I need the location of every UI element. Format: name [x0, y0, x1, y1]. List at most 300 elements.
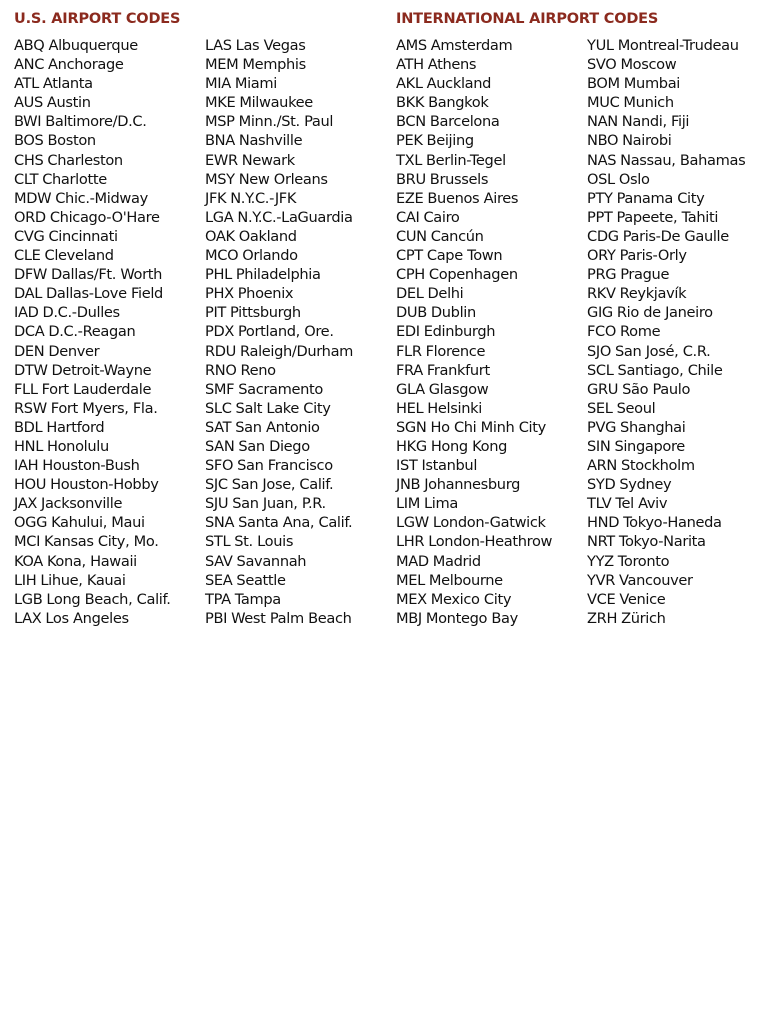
airport-code-entry	[396, 93, 552, 112]
airport-city: Tel Aviv	[615, 495, 668, 513]
airport-city: Houston-Bush	[42, 457, 140, 475]
airport-code-entry	[14, 131, 171, 150]
airport-code-entry	[205, 609, 353, 628]
airport-city: Toronto	[617, 552, 670, 570]
airport-code: FRA	[396, 361, 423, 379]
airport-city: Copenhagen	[428, 266, 518, 284]
airport-city: Miami	[234, 75, 277, 93]
airport-code-entry	[587, 475, 745, 494]
airport-code: SJU	[205, 495, 229, 513]
airport-code: ATH	[396, 56, 424, 74]
airport-city: Nairobi	[622, 132, 672, 150]
airport-city: Singapore	[614, 437, 685, 455]
airport-code-entry	[587, 494, 745, 513]
airport-code-entry	[14, 189, 171, 208]
airport-city: Milwaukee	[239, 94, 313, 112]
airport-city: Tokyo-Haneda	[623, 514, 722, 532]
airport-code-entry	[14, 112, 171, 131]
airport-code-entry	[14, 571, 171, 590]
airport-code-entry	[14, 609, 171, 628]
airport-code-entry	[396, 532, 552, 551]
airport-city: Cleveland	[44, 247, 114, 265]
airport-city: Albuquerque	[48, 37, 138, 54]
airport-code-entry	[205, 74, 353, 93]
airport-city: West Palm Beach	[231, 609, 352, 627]
airport-code-entry	[396, 513, 552, 532]
airport-city: Austin	[46, 94, 91, 112]
airport-code-entry	[587, 74, 745, 93]
airport-city: Philadelphia	[235, 266, 321, 284]
airport-city: Cairo	[423, 208, 460, 226]
airport-code-entry	[14, 93, 171, 112]
airport-code-entry	[14, 303, 171, 322]
international-codes-column-1	[396, 36, 552, 628]
airport-code: CUN	[396, 227, 427, 245]
airport-code: MUC	[587, 94, 620, 112]
airport-city: Newark	[241, 151, 295, 169]
airport-code-entry	[205, 112, 353, 131]
airport-code-entry	[205, 265, 353, 284]
airport-code-entry	[587, 303, 745, 322]
airport-city: Brussels	[429, 170, 489, 188]
airport-code: FLL	[14, 380, 38, 398]
airport-code-entry	[587, 609, 745, 628]
airport-code-entry	[205, 55, 353, 74]
airport-city: Istanbul	[421, 457, 478, 475]
airport-code: LGA	[205, 208, 234, 226]
airport-code-entry	[587, 112, 745, 131]
airport-code-entry	[14, 170, 171, 189]
airport-code-entry	[205, 513, 353, 532]
airport-code: LGW	[396, 514, 429, 532]
airport-city: Reykjavík	[619, 285, 687, 303]
airport-city: Bangkok	[428, 94, 489, 112]
airport-code: RDU	[205, 342, 237, 360]
airport-city: Amsterdam	[430, 37, 513, 54]
airport-code-entry	[396, 361, 552, 380]
airport-city: Detroit-Wayne	[51, 361, 152, 379]
airport-code: YVR	[587, 571, 615, 589]
airport-code: AUS	[14, 94, 43, 112]
airport-city: Hong Kong	[430, 437, 508, 455]
airport-code: PBI	[205, 609, 228, 627]
airport-city: London-Heathrow	[428, 533, 553, 551]
airport-code-entry	[205, 170, 353, 189]
airport-code: PPT	[587, 208, 613, 226]
airport-city: Kahului, Maui	[51, 514, 145, 532]
airport-city: Johannesburg	[424, 476, 521, 494]
airport-city: Pittsburgh	[229, 304, 301, 322]
airport-code-entry	[396, 227, 552, 246]
airport-code-entry	[14, 361, 171, 380]
airport-city: Tampa	[234, 590, 281, 608]
airport-code-entry	[205, 131, 353, 150]
airport-city: Rio de Janeiro	[616, 304, 713, 322]
airport-code: BWI	[14, 113, 42, 131]
airport-code: OGG	[14, 514, 48, 532]
airport-city: Mumbai	[623, 75, 681, 93]
airport-city: Athens	[427, 56, 477, 74]
airport-code: HNL	[14, 437, 43, 455]
airport-code-entry	[396, 246, 552, 265]
airport-city: Cancún	[430, 227, 484, 245]
airport-city: Fort Lauderdale	[41, 380, 152, 398]
airport-city: Seattle	[236, 571, 286, 589]
airport-code: AKL	[396, 75, 423, 93]
airport-city: Las Vegas	[235, 37, 306, 54]
airport-code: YYZ	[587, 552, 614, 570]
airport-code-entry	[205, 36, 353, 55]
airport-city: Raleigh/Durham	[240, 342, 354, 360]
airport-code: BKK	[396, 94, 425, 112]
airport-city: Prague	[620, 266, 670, 284]
airport-code-entry	[14, 552, 171, 571]
airport-code-entry	[396, 55, 552, 74]
airport-code-entry	[396, 36, 552, 55]
airport-code: NBO	[587, 132, 619, 150]
airport-code-entry	[587, 36, 745, 55]
airport-code-entry	[14, 513, 171, 532]
airport-code: SLC	[205, 399, 232, 417]
airport-code: EZE	[396, 189, 424, 207]
airport-code: CAI	[396, 208, 420, 226]
airport-code-entry	[587, 189, 745, 208]
airport-city: Madrid	[432, 552, 481, 570]
airport-code-entry	[14, 151, 171, 170]
airport-city: Sacramento	[238, 380, 323, 398]
airport-code-entry	[396, 399, 552, 418]
airport-city: San Jose, Calif.	[231, 476, 334, 494]
airport-code: SAN	[205, 437, 235, 455]
airport-city: Boston	[47, 132, 96, 150]
airport-code: MIA	[205, 75, 231, 93]
airport-code: SEA	[205, 571, 233, 589]
airport-code-entry	[205, 475, 353, 494]
airport-code: ARN	[587, 457, 617, 475]
airport-code-entry	[587, 456, 745, 475]
us-codes-column-1	[14, 36, 171, 628]
airport-code-entry	[396, 609, 552, 628]
airport-code: ZRH	[587, 609, 618, 627]
airport-city: Tokyo-Narita	[618, 533, 706, 551]
airport-code-entry	[587, 571, 745, 590]
airport-code-entry	[587, 532, 745, 551]
airport-code-entry	[587, 151, 745, 170]
airport-code-entry	[14, 532, 171, 551]
airport-city: Beijing	[426, 132, 474, 150]
airport-code: PHX	[205, 285, 234, 303]
airport-city: Baltimore/D.C.	[45, 113, 147, 131]
airport-code-entry	[396, 552, 552, 571]
airport-code-entry	[396, 380, 552, 399]
airport-code-entry	[396, 342, 552, 361]
airport-code-entry	[396, 322, 552, 341]
airport-code-entry	[587, 418, 745, 437]
airport-code: MDW	[14, 189, 52, 207]
airport-city: Papeete, Tahiti	[616, 208, 719, 226]
airport-code-entry	[14, 380, 171, 399]
airport-code-entry	[205, 437, 353, 456]
airport-code-entry	[396, 170, 552, 189]
airport-city: Chic.-Midway	[55, 189, 148, 207]
airport-code: NRT	[587, 533, 615, 551]
airport-code-entry	[396, 456, 552, 475]
airport-city: Santa Ana, Calif.	[238, 514, 353, 532]
airport-code-entry	[14, 284, 171, 303]
airport-code: PVG	[587, 418, 617, 436]
airport-code-entry	[14, 208, 171, 227]
airport-city: Portland, Ore.	[238, 323, 334, 341]
airport-code: MKE	[205, 94, 236, 112]
airport-code-entry	[396, 265, 552, 284]
airport-city: Frankfurt	[426, 361, 490, 379]
airport-code: SAT	[205, 418, 232, 436]
airport-city: Honolulu	[46, 437, 109, 455]
airport-city: Houston-Hobby	[50, 476, 159, 494]
airport-code: ANC	[14, 56, 45, 74]
airport-code: PDX	[205, 323, 234, 341]
international-airport-codes-heading: INTERNATIONAL AIRPORT CODES	[396, 11, 659, 27]
airport-code-entry	[396, 284, 552, 303]
airport-city: Seoul	[616, 399, 656, 417]
airport-city: Stockholm	[621, 457, 695, 475]
airport-code-entry	[205, 380, 353, 399]
airport-code-entry	[14, 342, 171, 361]
airport-code: LHR	[396, 533, 425, 551]
airport-city: Mexico City	[430, 590, 512, 608]
airport-code: EWR	[205, 151, 238, 169]
airport-code: BRU	[396, 170, 426, 188]
airport-code: SVO	[587, 56, 617, 74]
airport-code: DUB	[396, 304, 427, 322]
airport-code-entry	[205, 342, 353, 361]
airport-code-entry	[396, 571, 552, 590]
airport-city: Oakland	[238, 227, 297, 245]
airport-code-entry	[205, 284, 353, 303]
airport-city: Florence	[425, 342, 486, 360]
airport-code: FLR	[396, 342, 422, 360]
airport-code-entry	[14, 74, 171, 93]
airport-city: Cape Town	[426, 247, 503, 265]
airport-city: Minn./St. Paul	[238, 113, 334, 131]
airport-city: Munich	[623, 94, 674, 112]
airport-city: Ho Chi Minh City	[430, 418, 546, 436]
airport-code: RSW	[14, 399, 47, 417]
airport-code-entry	[205, 456, 353, 475]
airport-code: LIH	[14, 571, 37, 589]
airport-code: PTY	[587, 189, 613, 207]
airport-city: Jacksonville	[40, 495, 123, 513]
airport-city: Oslo	[618, 170, 650, 188]
airport-code: OSL	[587, 170, 615, 188]
airport-city: Lima	[423, 495, 458, 513]
airport-city: Salt Lake City	[235, 399, 331, 417]
airport-city: Nassau, Bahamas	[620, 151, 746, 169]
airport-city: Zürich	[621, 609, 666, 627]
airport-code: GIG	[587, 304, 613, 322]
airport-code: CHS	[14, 151, 44, 169]
airport-code: KOA	[14, 552, 43, 570]
airport-city: D.C.-Reagan	[48, 323, 136, 341]
airport-city: Panama City	[616, 189, 705, 207]
airport-code: SCL	[587, 361, 614, 379]
airport-code: SMF	[205, 380, 235, 398]
airport-city: Montreal-Trudeau	[617, 37, 739, 54]
airport-code-entry	[14, 227, 171, 246]
airport-city: Rome	[620, 323, 661, 341]
airport-city: Nashville	[238, 132, 303, 150]
airport-code: VCE	[587, 590, 616, 608]
airport-code: TLV	[587, 495, 612, 513]
airport-code: HEL	[396, 399, 424, 417]
airport-city: Helsinki	[427, 399, 482, 417]
airport-code: LAS	[205, 37, 232, 54]
airport-code: OAK	[205, 227, 235, 245]
airport-code-entry	[14, 322, 171, 341]
airport-code-entry	[205, 552, 353, 571]
airport-code: SNA	[205, 514, 235, 532]
airport-code: MSP	[205, 113, 235, 131]
airport-city: Melbourne	[428, 571, 503, 589]
airport-city: Berlin-Tegel	[426, 151, 506, 169]
airport-code: LIM	[396, 495, 420, 513]
airport-code-entry	[14, 246, 171, 265]
airport-city: St. Louis	[234, 533, 294, 551]
airport-code: TPA	[205, 590, 231, 608]
airport-city: Los Angeles	[45, 609, 129, 627]
airport-code-entry	[205, 246, 353, 265]
airport-city: N.Y.C.-LaGuardia	[237, 208, 353, 226]
airport-city: Dallas-Love Field	[46, 285, 163, 303]
airport-code: SJC	[205, 476, 228, 494]
airport-city: Reno	[240, 361, 276, 379]
airport-code-entry	[396, 131, 552, 150]
airport-code-entry	[14, 418, 171, 437]
airport-code: EDI	[396, 323, 420, 341]
airport-code: GLA	[396, 380, 425, 398]
airport-code-entry	[14, 494, 171, 513]
airport-code: BOS	[14, 132, 44, 150]
airport-code-entry	[396, 494, 552, 513]
airport-city: Chicago-O'Hare	[49, 208, 160, 226]
airport-code-entry	[14, 36, 171, 55]
airport-code: GRU	[587, 380, 619, 398]
airport-city: Montego Bay	[425, 609, 518, 627]
airport-code-entry	[205, 361, 353, 380]
airport-code: ABQ	[14, 37, 45, 54]
airport-code: ORD	[14, 208, 46, 226]
airport-code: NAN	[587, 113, 618, 131]
airport-code: FCO	[587, 323, 617, 341]
airport-code-entry	[396, 208, 552, 227]
airport-city: Fort Myers, Fla.	[50, 399, 158, 417]
airport-code-entry	[587, 227, 745, 246]
airport-code-entry	[587, 513, 745, 532]
airport-code: CDG	[587, 227, 619, 245]
airport-city: Glasgow	[428, 380, 489, 398]
airport-code-entry	[396, 189, 552, 208]
airport-city: Sydney	[619, 476, 672, 494]
airport-city: Vancouver	[619, 571, 693, 589]
airport-city: São Paulo	[622, 380, 691, 398]
airport-city: Kona, Hawaii	[46, 552, 137, 570]
airport-code-entry	[587, 590, 745, 609]
airport-code: DTW	[14, 361, 48, 379]
airport-code-entry	[205, 208, 353, 227]
airport-code: PIT	[205, 304, 226, 322]
airport-code-entry	[396, 418, 552, 437]
airport-code: SIN	[587, 437, 611, 455]
us-airport-codes-heading: U.S. AIRPORT CODES	[14, 11, 181, 27]
airport-code: CPH	[396, 266, 425, 284]
airport-city: Dallas/Ft. Worth	[51, 266, 163, 284]
airport-code-entry	[396, 303, 552, 322]
airport-code-entry	[587, 380, 745, 399]
airport-code: ORY	[587, 247, 616, 265]
airport-code: MBJ	[396, 609, 422, 627]
airport-code: SFO	[205, 457, 234, 475]
airport-code: CVG	[14, 227, 45, 245]
airport-city: Lihue, Kauai	[40, 571, 126, 589]
airport-city: Delhi	[427, 285, 464, 303]
airport-code-entry	[396, 590, 552, 609]
airport-code-entry	[587, 399, 745, 418]
airport-code-entry	[205, 227, 353, 246]
airport-code: IST	[396, 457, 418, 475]
airport-code-entry	[14, 456, 171, 475]
airport-code-entry	[205, 189, 353, 208]
airport-city: London-Gatwick	[432, 514, 546, 532]
airport-code: DCA	[14, 323, 45, 341]
airport-code-entry	[587, 55, 745, 74]
airport-code: SGN	[396, 418, 427, 436]
airport-code: SEL	[587, 399, 613, 417]
airport-code-entry	[14, 399, 171, 418]
airport-code-entry	[587, 437, 745, 456]
airport-code-entry	[396, 112, 552, 131]
airport-code: PRG	[587, 266, 617, 284]
airport-code-entry	[587, 284, 745, 303]
airport-code: BOM	[587, 75, 620, 93]
airport-code: HOU	[14, 476, 47, 494]
airport-code-entry	[587, 208, 745, 227]
airport-code-entry	[205, 590, 353, 609]
airport-code: YUL	[587, 37, 614, 54]
airport-city: Santiago, Chile	[617, 361, 723, 379]
airport-code-entry	[205, 322, 353, 341]
airport-code-entry	[587, 552, 745, 571]
airport-code: LGB	[14, 590, 43, 608]
airport-code-entry	[205, 303, 353, 322]
airport-city: Phoenix	[237, 285, 294, 303]
airport-code: IAD	[14, 304, 39, 322]
airport-code: HND	[587, 514, 620, 532]
international-codes-column-2	[587, 36, 745, 628]
airport-code: CLT	[14, 170, 39, 188]
airport-code: PEK	[396, 132, 423, 150]
airport-code: JFK	[205, 189, 227, 207]
airport-city: Moscow	[620, 56, 677, 74]
airport-code-entry	[14, 437, 171, 456]
airport-code-entry	[14, 475, 171, 494]
airport-city: Orlando	[242, 247, 298, 265]
airport-code: MCO	[205, 247, 239, 265]
airport-city: New Orleans	[238, 170, 328, 188]
airport-code: MEX	[396, 590, 427, 608]
airport-city: San Antonio	[235, 418, 320, 436]
airport-code-entry	[587, 131, 745, 150]
airport-code-entry	[587, 246, 745, 265]
